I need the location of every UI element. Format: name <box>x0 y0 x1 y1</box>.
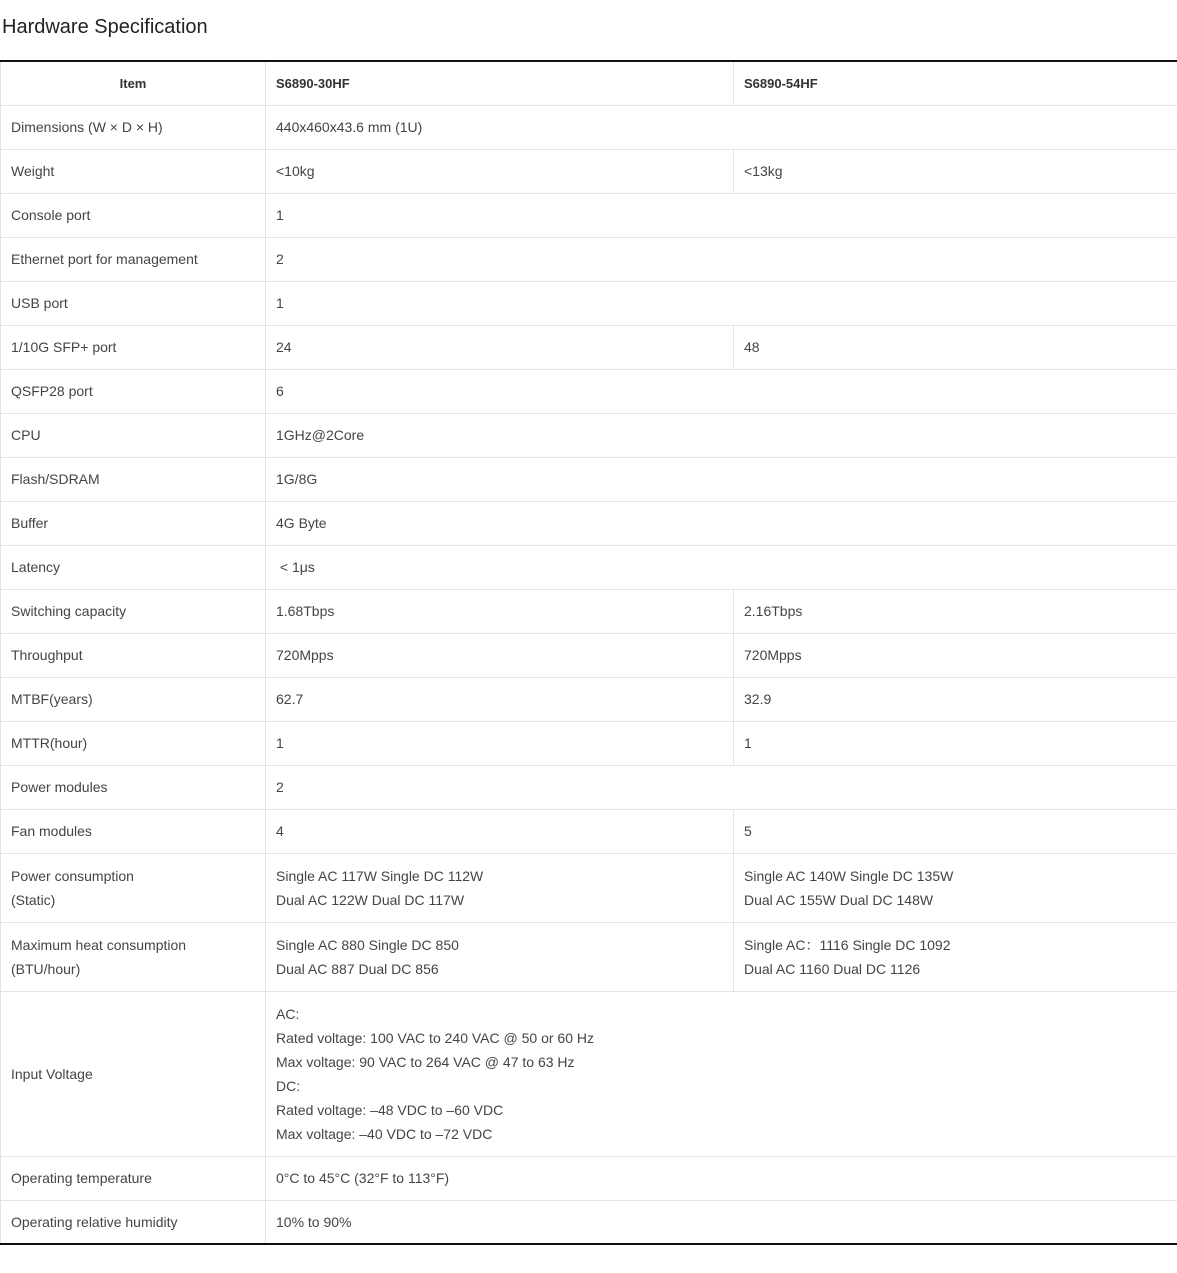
row-value-a: 1.68Tbps <box>266 589 734 633</box>
row-label-line: (Static) <box>11 891 56 908</box>
value-line: Dual AC 155W Dual DC 148W <box>744 891 934 908</box>
value-line: Rated voltage: –48 VDC to –60 VDC <box>276 1101 504 1118</box>
latency-value: < 1μs <box>279 559 315 575</box>
row-value: 1G/8G <box>266 457 1177 501</box>
value-line: Single AC：1116 Single DC 1092 <box>744 936 951 953</box>
table-row <box>1 1156 1177 1200</box>
row-label: 1/10G SFP+ port <box>1 325 266 369</box>
table-row <box>1 809 1177 853</box>
value-line: Dual AC 1160 Dual DC 1126 <box>744 960 921 977</box>
table-row <box>1 501 1177 545</box>
value-line: Max voltage: –40 VDC to –72 VDC <box>276 1125 493 1142</box>
row-label: Input Voltage <box>1 991 266 1156</box>
table-row <box>1 457 1177 501</box>
page-title: Hardware Specification <box>2 16 208 38</box>
row-value <box>266 991 1177 1156</box>
row-label <box>1 922 266 991</box>
row-label <box>1 853 266 922</box>
row-value-a: <10kg <box>266 149 734 193</box>
row-label: MTTR(hour) <box>1 721 266 765</box>
row-label: MTBF(years) <box>1 677 266 721</box>
row-value-b: 5 <box>734 809 1177 853</box>
value-line: Dual AC 887 Dual DC 856 <box>276 960 439 977</box>
row-label: CPU <box>1 413 266 457</box>
row-value: 2 <box>266 765 1177 809</box>
row-label-line: Maximum heat consumption <box>11 936 187 953</box>
row-value-b <box>734 922 1177 991</box>
row-label: Power modules <box>1 765 266 809</box>
table-row <box>1 589 1177 633</box>
row-label: Flash/SDRAM <box>1 457 266 501</box>
row-value: 6 <box>266 369 1177 413</box>
row-value-a: 1 <box>266 721 734 765</box>
row-label: Operating temperature <box>1 1156 266 1200</box>
header-model-a: S6890-30HF <box>266 61 734 105</box>
table-row <box>1 193 1177 237</box>
table-row <box>1 545 1177 589</box>
row-label: QSFP28 port <box>1 369 266 413</box>
header-item: Item <box>1 61 266 105</box>
value-line: Single AC 140W Single DC 135W <box>744 867 954 884</box>
value-line: Single AC 880 Single DC 850 <box>276 936 459 953</box>
row-label: Weight <box>1 149 266 193</box>
header-model-b: S6890-54HF <box>734 61 1177 105</box>
table-row <box>1 721 1177 765</box>
row-label: Fan modules <box>1 809 266 853</box>
value-line: Single AC 117W Single DC 112W <box>276 867 484 884</box>
row-value: 2 <box>266 237 1177 281</box>
row-label: Dimensions (W × D × H) <box>1 105 266 149</box>
row-value-b: 32.9 <box>734 677 1177 721</box>
value-line: Max voltage: 90 VAC to 264 VAC @ 47 to 63 Hz <box>276 1053 575 1070</box>
table-row <box>1 149 1177 193</box>
row-value-b: <13kg <box>734 149 1177 193</box>
row-value: 1 <box>266 193 1177 237</box>
row-value-a <box>266 853 734 922</box>
row-value: 0°C to 45°C (32°F to 113°F) <box>266 1156 1177 1200</box>
row-value: 1 <box>266 281 1177 325</box>
table-row <box>1 413 1177 457</box>
row-label: Buffer <box>1 501 266 545</box>
row-value-a: 62.7 <box>266 677 734 721</box>
hardware-spec-table <box>0 60 1177 1245</box>
table-row <box>1 281 1177 325</box>
row-label-line: Power consumption <box>11 867 134 884</box>
table-row <box>1 237 1177 281</box>
row-value-b <box>734 853 1177 922</box>
row-value-b: 720Mpps <box>734 633 1177 677</box>
table-row <box>1 922 1177 991</box>
row-label: Operating relative humidity <box>1 1200 266 1244</box>
row-value-a <box>266 922 734 991</box>
row-label-line: (BTU/hour) <box>11 960 81 977</box>
value-line: DC: <box>276 1077 301 1094</box>
table-row <box>1 325 1177 369</box>
table-row <box>1 853 1177 922</box>
table-row <box>1 105 1177 149</box>
table-row <box>1 1200 1177 1244</box>
row-value: 1GHz@2Core <box>266 413 1177 457</box>
row-label: Switching capacity <box>1 589 266 633</box>
row-value: 10% to 90% <box>266 1200 1177 1244</box>
row-label: Latency <box>1 545 266 589</box>
row-label: Console port <box>1 193 266 237</box>
value-line: AC: <box>276 1005 300 1022</box>
row-label: USB port <box>1 281 266 325</box>
table-row <box>1 633 1177 677</box>
table-header-row <box>1 61 1177 105</box>
row-value-b: 48 <box>734 325 1177 369</box>
row-label: Throughput <box>1 633 266 677</box>
row-label: Ethernet port for management <box>1 237 266 281</box>
row-value: 4G Byte <box>266 501 1177 545</box>
table-row <box>1 369 1177 413</box>
table-row <box>1 991 1177 1156</box>
value-line: Rated voltage: 100 VAC to 240 VAC @ 50 or 60 Hz <box>276 1029 594 1046</box>
value-line: Dual AC 122W Dual DC 117W <box>276 891 465 908</box>
row-value-a: 24 <box>266 325 734 369</box>
table-row <box>1 765 1177 809</box>
row-value-b: 1 <box>734 721 1177 765</box>
row-value <box>266 545 1177 589</box>
row-value-a: 4 <box>266 809 734 853</box>
row-value-a: 720Mpps <box>266 633 734 677</box>
row-value: 440x460x43.6 mm (1U) <box>266 105 1177 149</box>
table-row <box>1 677 1177 721</box>
row-value-b: 2.16Tbps <box>734 589 1177 633</box>
